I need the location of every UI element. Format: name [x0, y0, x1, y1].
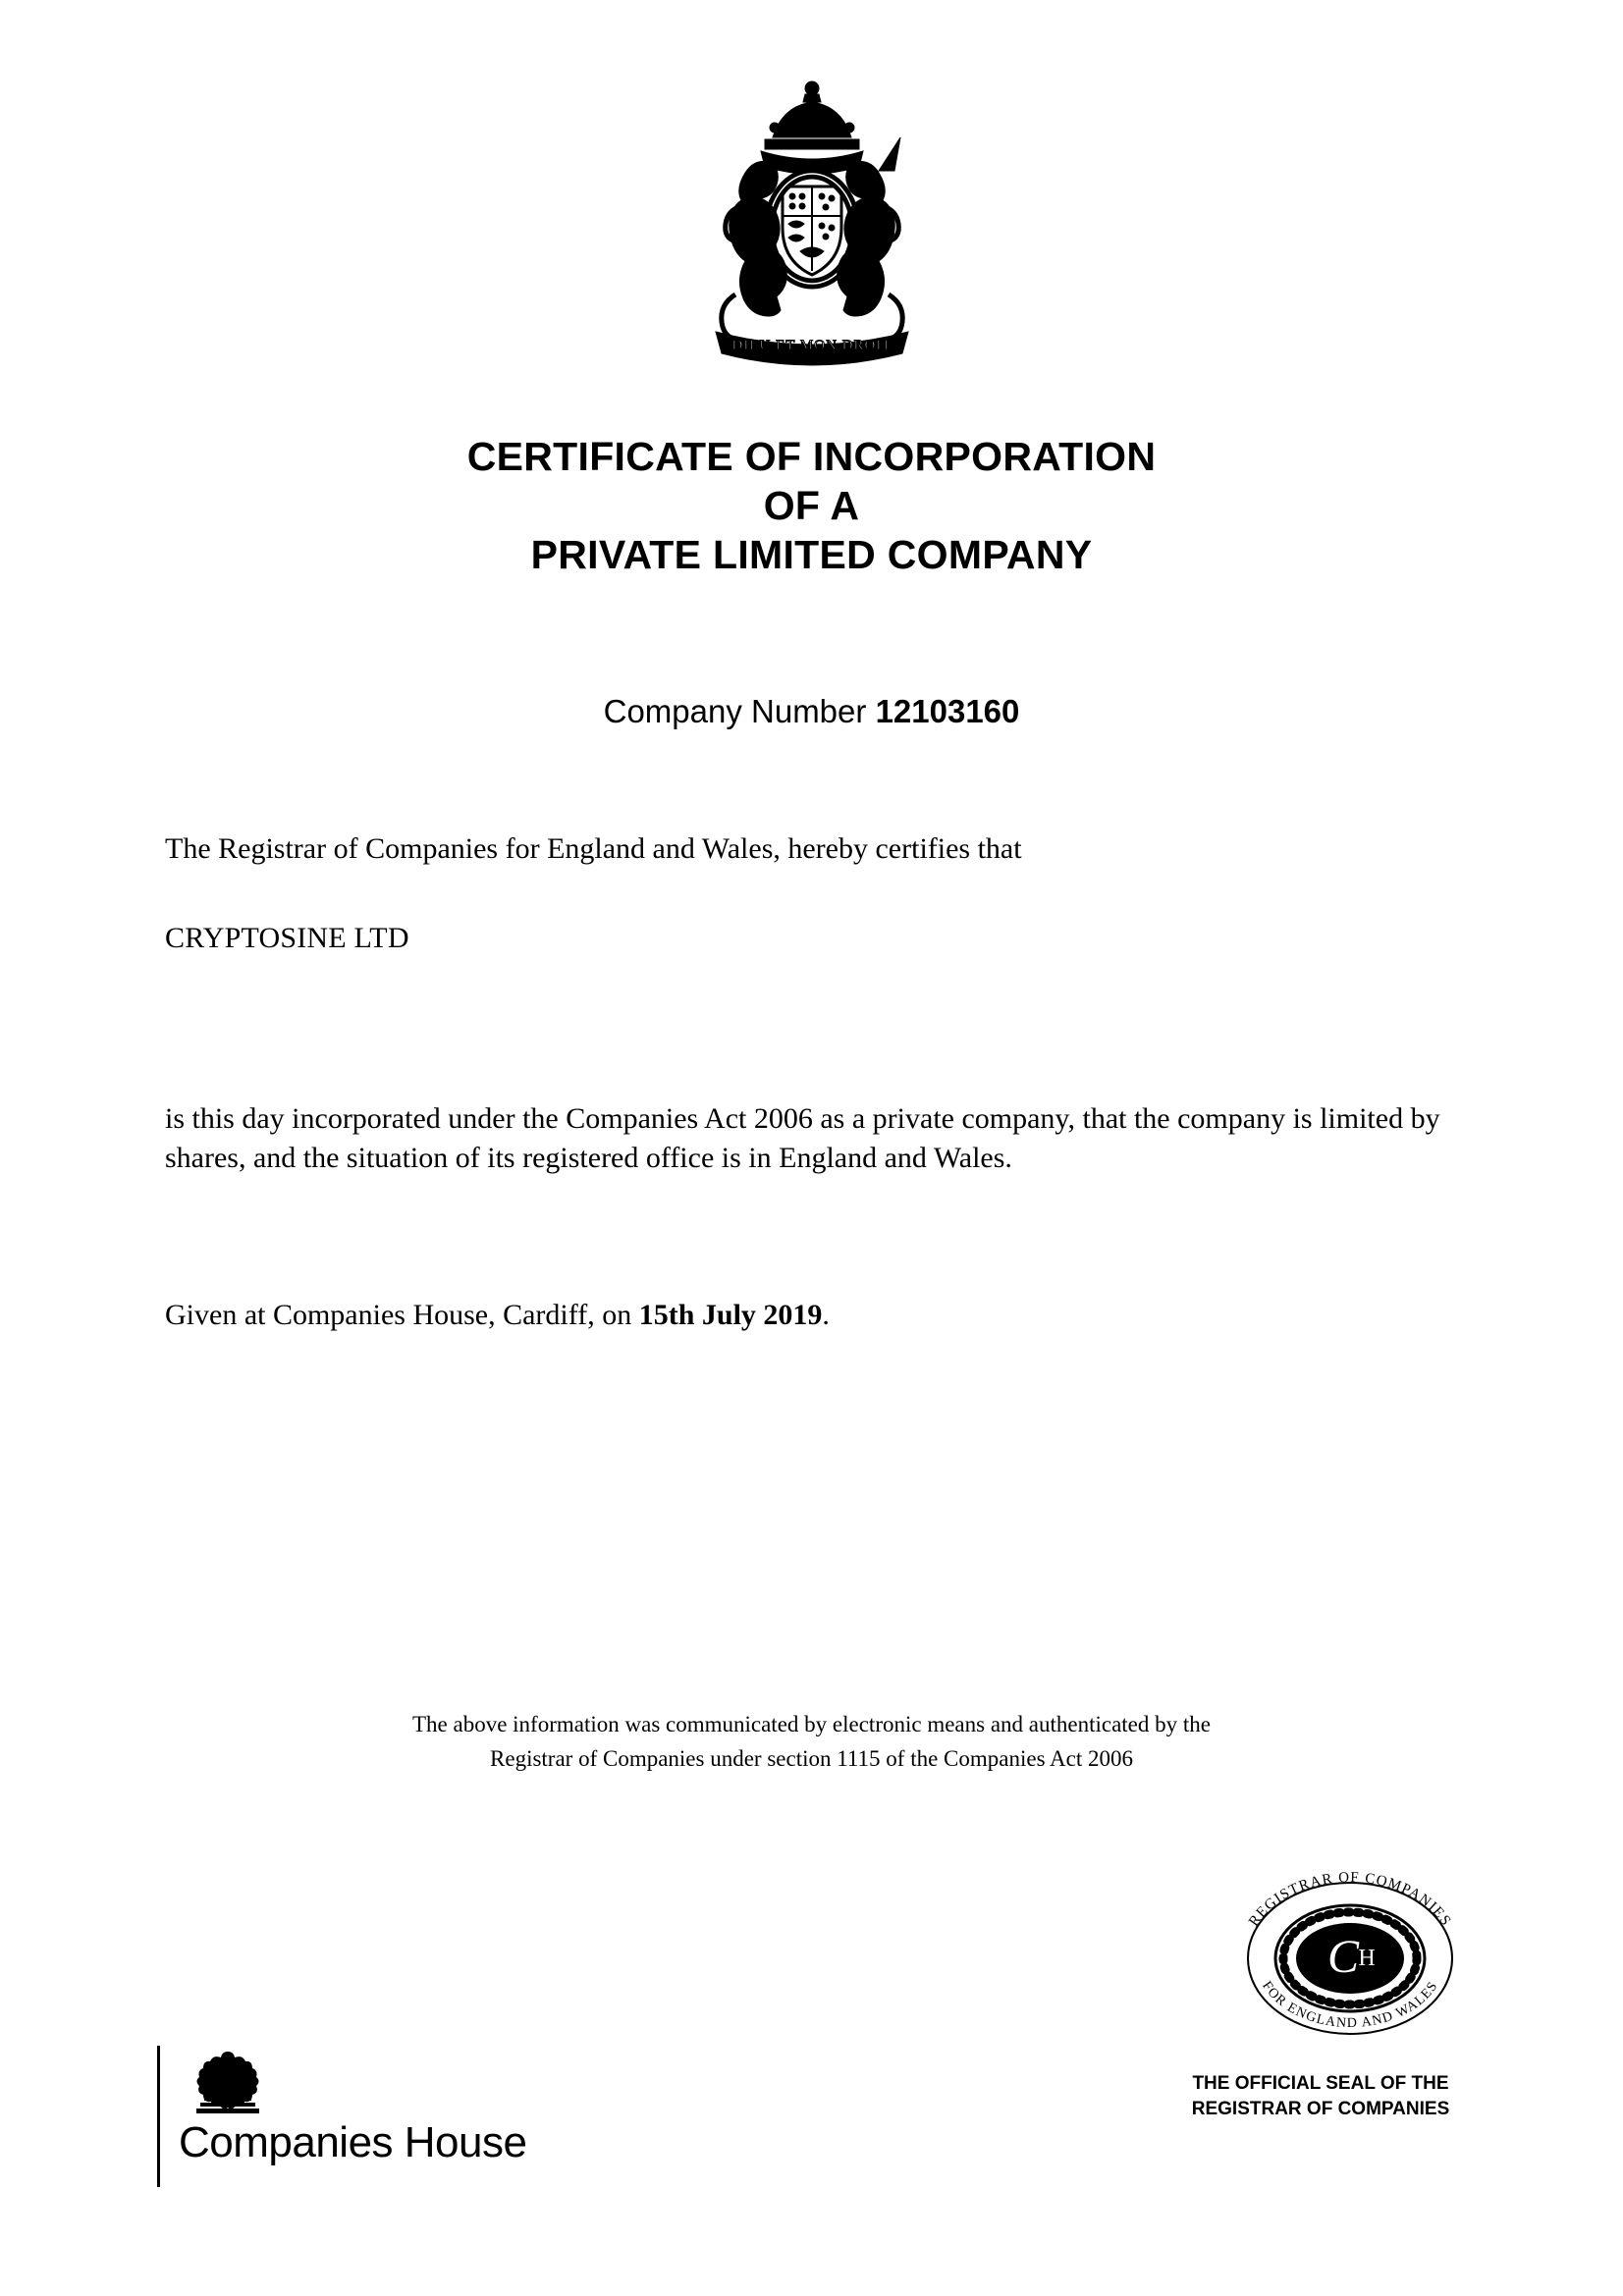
- official-seal-icon: [1217, 1855, 1483, 2052]
- companies-house-wordmark: Companies House: [179, 2118, 527, 2166]
- company-name: CRYPTOSINE LTD: [165, 921, 409, 954]
- svg-text:C: C: [1326, 1931, 1360, 1983]
- royal-coat-of-arms-icon: [625, 69, 999, 383]
- companies-house-logo: [157, 2042, 550, 2189]
- seal-caption-line-2: REGISTRAR OF COMPANIES: [1191, 2098, 1450, 2119]
- seal-caption: [1129, 2071, 1512, 2121]
- title-line-2: OF A: [763, 483, 860, 529]
- registrar-statement: The Registrar of Companies for England and Wales, hereby certifies that: [165, 832, 1022, 865]
- given-date: 15th July 2019: [638, 1299, 823, 1331]
- certificate-body: [165, 829, 1458, 958]
- logo-divider-rule: [157, 2046, 160, 2187]
- title-line-1: CERTIFICATE OF INCORPORATION: [466, 434, 1157, 479]
- company-number-row: [0, 693, 1623, 730]
- seal-caption-line-1: THE OFFICIAL SEAL OF THE: [1192, 2073, 1449, 2094]
- incorporation-statement: is this day incorporated under the Companies Act 2006 as a private company, that the company is limited by shares, and the situation of its registered office is in England and Wales.: [165, 1102, 1440, 1174]
- document-title: [0, 432, 1623, 579]
- title-line-3: PRIVATE LIMITED COMPANY: [530, 532, 1093, 578]
- given-prefix: Given at Companies House, Cardiff, on: [165, 1299, 639, 1331]
- authentication-note: [177, 1708, 1446, 1776]
- company-number-label: Company Number: [603, 693, 867, 729]
- given-at-statement: [165, 1296, 1458, 1336]
- companies-house-crest-icon: [187, 2048, 269, 2116]
- authentication-note-line-1: The above information was communicated by electronic means and authenticated by the: [411, 1712, 1211, 1736]
- svg-text:H: H: [1358, 1946, 1376, 1971]
- svg-text:DIEU ET MON DROIT: DIEU ET MON DROIT: [731, 338, 892, 353]
- company-number-value: 12103160: [875, 693, 1020, 729]
- given-suffix: .: [822, 1299, 830, 1331]
- svg-text:REGISTRAR OF COMPANIES: REGISTRAR OF COMPANIES: [1246, 1869, 1454, 1930]
- svg-text:FOR ENGLAND AND WALES: FOR ENGLAND AND WALES: [1259, 1978, 1441, 2032]
- authentication-note-line-2: Registrar of Companies under section 1115 of the Companies Act 2006: [490, 1745, 1133, 1771]
